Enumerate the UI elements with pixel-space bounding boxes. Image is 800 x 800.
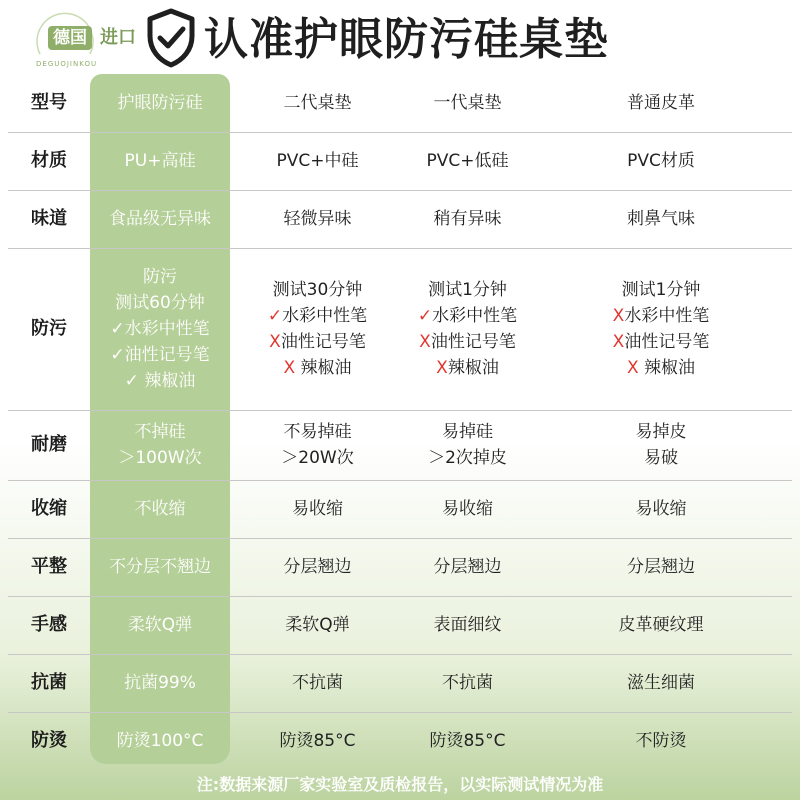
cell-text: [269, 329, 366, 355]
compare-cell: [530, 538, 792, 596]
compare-cell: [230, 654, 405, 712]
page-title: 认准护眼防污硅桌垫: [204, 14, 609, 65]
cell-text: 不收缩: [134, 499, 186, 519]
check-mark-icon: ✓: [110, 345, 125, 365]
cell-text: [419, 329, 516, 355]
compare-cell: [230, 596, 405, 654]
cell-text-rest: 油性记号笔: [280, 332, 366, 352]
cell-text-rest: 水彩中性笔: [624, 306, 710, 326]
compare-cell: [230, 74, 405, 132]
cell-text: 易掉硅: [441, 422, 493, 442]
compare-cell: [405, 132, 530, 190]
compare-cell: [530, 480, 792, 538]
cell-text: 易收缩: [635, 499, 687, 519]
cell-text: 分层翘边: [283, 557, 352, 577]
cell-text-rest: 油性记号笔: [624, 332, 710, 352]
highlight-cell: [90, 74, 230, 132]
highlight-cell: [90, 190, 230, 248]
cell-text: 易掉皮: [635, 422, 687, 442]
check-mark-icon: ✓: [110, 319, 125, 339]
cell-text: [110, 316, 209, 342]
cell-text: 不抗菌: [292, 673, 343, 693]
cell-text: [125, 368, 196, 394]
table-row: [8, 654, 792, 713]
row-label: 防烫: [31, 730, 67, 751]
compare-cell: [230, 132, 405, 190]
cell-text: 稍有异味: [433, 209, 502, 229]
cell-text: [110, 342, 209, 368]
cell-text: 易收缩: [292, 499, 343, 519]
compare-cell: [530, 654, 792, 712]
check-mark-icon: ✓: [267, 306, 283, 326]
compare-cell: [405, 190, 530, 248]
cell-text: PVC+低硅: [426, 151, 509, 171]
cell-text: 易破: [644, 448, 678, 468]
compare-cell: [530, 596, 792, 654]
table-row: [8, 190, 792, 249]
cell-text: 测试30分钟: [272, 280, 363, 300]
row-label: 材质: [31, 150, 67, 171]
cell-text: PVC+中硅: [276, 151, 359, 171]
cell-text-rest: 辣椒油: [447, 358, 499, 378]
compare-cell: [405, 410, 530, 480]
highlight-cell: [90, 410, 230, 480]
table-row: [8, 74, 792, 133]
compare-cell: [405, 538, 530, 596]
row-label: 平整: [31, 556, 67, 577]
cell-text: 分层翘边: [627, 557, 695, 577]
cell-text: 不分层不翘边: [109, 557, 211, 577]
cross-mark-icon: X: [436, 358, 448, 378]
cell-text: ＞2次掉皮: [428, 448, 507, 468]
cross-mark-icon: X: [283, 358, 296, 378]
cell-text-rest: 辣椒油: [295, 358, 352, 378]
cell-text: 食品级无异味: [109, 209, 211, 229]
cell-text: 护眼防污硅: [117, 93, 203, 113]
cell-text-rest: 水彩中性笔: [282, 306, 368, 326]
cell-text: 测试1分钟: [621, 280, 701, 300]
highlight-cell: [90, 596, 230, 654]
compare-cell: [230, 712, 405, 770]
compare-cell: [530, 410, 792, 480]
cell-text: PVC材质: [627, 151, 695, 171]
cell-text: ＞100W次: [118, 448, 202, 468]
compare-cell: [530, 190, 792, 248]
highlight-cell: [90, 132, 230, 190]
table-row: [8, 596, 792, 655]
row-label: 防污: [31, 318, 67, 339]
shield-check-icon: [146, 8, 196, 68]
cell-text: [268, 303, 367, 329]
highlight-cell: [90, 538, 230, 596]
header: [0, 0, 800, 78]
table-row: [8, 712, 792, 770]
cell-text: 不防烫: [635, 731, 687, 751]
cell-text: 防污: [143, 267, 177, 287]
cell-text: 防烫100°C: [116, 731, 204, 751]
cell-text: 测试60分钟: [115, 293, 205, 313]
cross-mark-icon: X: [419, 332, 431, 352]
compare-cell: [530, 248, 792, 410]
brand-import-label: 进口: [100, 27, 136, 48]
cell-text: [627, 355, 695, 381]
table-row: [8, 248, 792, 411]
highlight-cell: [90, 712, 230, 770]
compare-cell: [405, 74, 530, 132]
highlight-cell: [90, 248, 230, 410]
cell-text: 柔软Q弹: [285, 615, 350, 635]
check-mark-icon: ✓: [417, 306, 433, 326]
table-row: [8, 480, 792, 539]
footer-note: 注:数据来源厂家实验室及质检报告，以实际测试情况为准: [196, 775, 604, 794]
cell-text: 表面细纹: [433, 615, 502, 635]
row-label: 手感: [31, 614, 67, 635]
cell-text: 普通皮革: [627, 93, 695, 113]
compare-cell: [230, 190, 405, 248]
compare-cell: [530, 132, 792, 190]
cell-text: 滋生细菌: [627, 673, 695, 693]
cell-text: 抗菌99%: [124, 673, 196, 693]
cell-text: 刺鼻气味: [627, 209, 695, 229]
cell-text-rest: 油性记号笔: [430, 332, 516, 352]
cell-text: [613, 303, 710, 329]
cell-text: [613, 329, 710, 355]
cell-text: ＞20W次: [281, 448, 354, 468]
cell-text: PU+高硅: [124, 151, 196, 171]
cell-text: 轻微异味: [283, 209, 352, 229]
cell-text-rest: 油性记号笔: [124, 345, 210, 365]
cross-mark-icon: X: [626, 358, 639, 378]
cell-text: 分层翘边: [433, 557, 502, 577]
cell-text: 二代桌垫: [283, 93, 352, 113]
row-label: 味道: [31, 208, 67, 229]
row-label: 抗菌: [31, 672, 67, 693]
compare-cell: [230, 538, 405, 596]
compare-cell: [405, 654, 530, 712]
cell-text-rest: 水彩中性笔: [432, 306, 518, 326]
cross-mark-icon: X: [269, 332, 281, 352]
table-row: [8, 132, 792, 191]
cell-text: [436, 355, 499, 381]
cell-text: 防烫85°C: [279, 731, 356, 751]
compare-cell: [405, 480, 530, 538]
cell-text: 不易掉硅: [283, 422, 352, 442]
cross-mark-icon: X: [612, 332, 625, 352]
check-mark-icon: ✓: [124, 371, 139, 391]
cell-text: 不抗菌: [442, 673, 493, 693]
brand-badge: 德国: [48, 26, 92, 50]
row-label: 耐磨: [31, 434, 67, 455]
row-label: 型号: [31, 92, 67, 113]
compare-cell: [405, 712, 530, 770]
cell-text: 柔软Q弹: [127, 615, 193, 635]
cross-mark-icon: X: [612, 306, 625, 326]
cell-text-rest: 辣椒油: [638, 358, 696, 378]
compare-cell: [230, 410, 405, 480]
highlight-cell: [90, 480, 230, 538]
cell-text: [418, 303, 517, 329]
cell-text: 皮革硬纹理: [618, 615, 704, 635]
compare-cell: [530, 712, 792, 770]
compare-cell: [230, 480, 405, 538]
compare-cell: [230, 248, 405, 410]
svg-text:DEGUOJINKOU: DEGUOJINKOU: [36, 60, 98, 68]
cell-text: 测试1分钟: [428, 280, 507, 300]
table-row: [8, 410, 792, 481]
cell-text-rest: 辣椒油: [138, 371, 196, 391]
cell-text: 防烫85°C: [429, 731, 506, 751]
cell-text: 易收缩: [442, 499, 493, 519]
cell-text: 不掉硅: [134, 422, 186, 442]
cell-text: 一代桌垫: [433, 93, 502, 113]
row-label: 收缩: [31, 498, 67, 519]
highlight-cell: [90, 654, 230, 712]
table-row: [8, 538, 792, 597]
compare-cell: [405, 248, 530, 410]
compare-cell: [405, 596, 530, 654]
compare-cell: [530, 74, 792, 132]
cell-text: [283, 355, 351, 381]
cell-text-rest: 水彩中性笔: [124, 319, 210, 339]
